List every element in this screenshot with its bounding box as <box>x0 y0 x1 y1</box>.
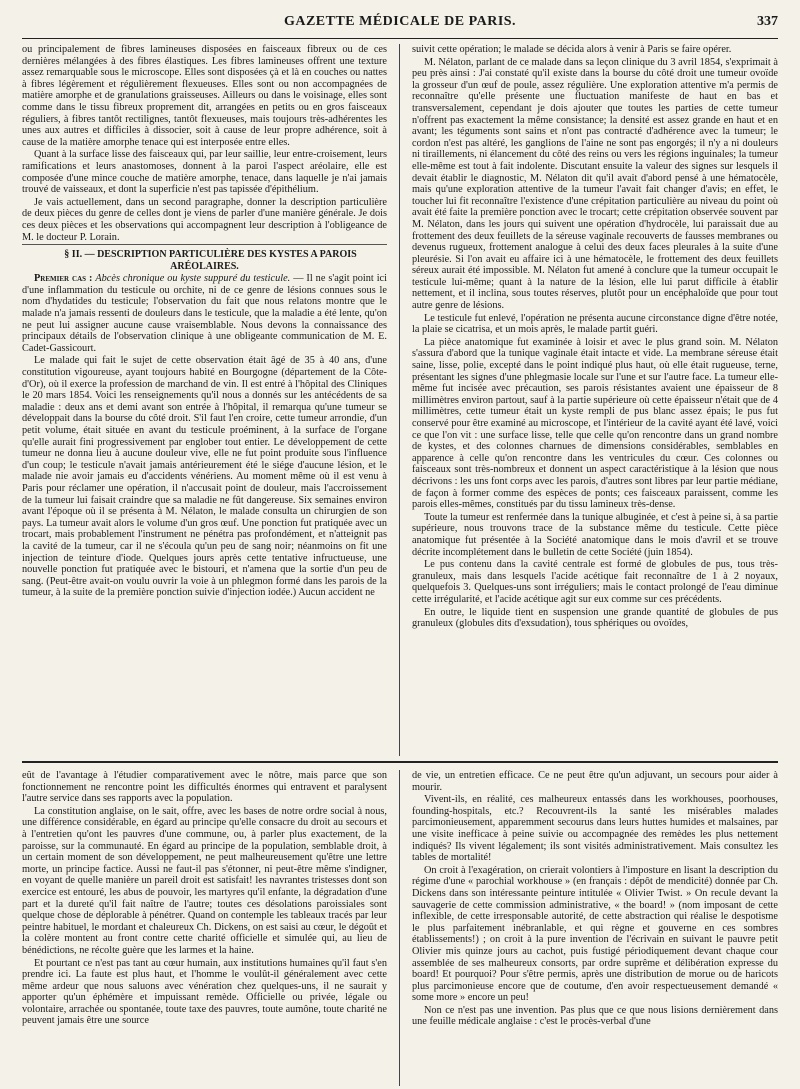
case-paragraph <box>22 273 387 354</box>
paragraph: Le testicule fut enlevé, l'opération ne présenta aucune circonstance digne d'être notée, la plaie se cicatrisa, et un mois après, le malade partit guéri. <box>412 312 778 336</box>
feuilleton-divider <box>22 761 778 763</box>
paragraph: On croit à l'exagération, on crierait volontiers à l'imposture en lisant la description du régime d'une « parochial workhouse » (en français : dépôt de mendicité) donnée par Ch. Dickens dans son intéressante peinture intitulée « Olivier Twist. » On recule devant la sauvagerie de cette commission administrative, « the board! » (nom imposant de cette inflexible, de cette irresponsable autorité, de cette abstraction qui réalise le despotisme le plus parfaitement inébranlable, et qui règne et gouverne en ces sombres établissements!) ; on croit à la pure invention de l'écrivain en suivant le pauvre petit Olivier mis quinze jours au cachot, puis fustigé périodiquement devant chaque cour assemblée de ses malheureux consorts, par ordre suprême et délibération expresse du board! Et pourquoi? Pour s'être permis, après une distribution de morue ou de haricots plus parcimonieuse encore que de coutume, d'en avoir respectueusement demandé « some more » encore un peu! <box>412 864 778 1004</box>
paragraph: La pièce anatomique fut examinée à loisir et avec le plus grand soin. M. Nélaton s'assura d'abord que la tunique vaginale était intacte et vide. La membrane séreuse était saine, lisse, polie, excepté dans le point indiqué plus haut, où elle était rugueuse, terne, présentant les signes d'une phlegmasie locale sur l'une et sur l'autre face. La tumeur elle-même fut incisée avec précaution, ses parois résistantes avaient une épaisseur de 8 millimètres environ partout, sauf à la partie supérieure où cette épaisseur n'était que de 4 millimètres, cette tumeur était un kyste rempli de pus blanc assez épais; le pus fut conservé pour être examiné au microscope, et l'intérieur de la cavité ayant été lavé, voici ce que l'on vit : une surface lisse, telle que celle qu'on rencontre dans un grand nombre de kystes, et des colonnes charnues de dimensions considérables, semblables en apparence à celle qu'on rencontre dans les ventricules du cœur. Ces colonnes ou faisceaux sont très-nombreux et donnent un aspect caractéristique à la lésion que nous décrivons : les uns font corps avec les parois, d'autres sont libres par leur partie médiane, de façon à former comme des espèces de ponts; ces faisceaux paraissent, comme les parois elles-mêmes, constitués par du tissu lamineux très-dense. <box>412 336 778 511</box>
paragraph: Toute la tumeur est renfermée dans la tunique albuginée, et c'est à peine si, à sa partie supérieure, nous trouvons trace de la substance même du testicule. Cette pièce anatomique fut présentée à la Société anatomique dans le mois d'avril et se trouve décrite incomplétement dans le bulletin de cette Société (juin 1854). <box>412 511 778 558</box>
case-title: Abcès chronique ou kyste suppuré du testicule. <box>95 273 291 285</box>
paragraph: ou principalement de fibres lamineuses disposées en faisceaux fibreux ou de ces dernières mélangées à des fibres élastiques. Les fibres lamineuses offrent une texture assez remarquable sous le microscope. Elles sont disposées çà et là en couches ou nattes à fibres légèrement et régulièrement flexueuses. Elles sont ou non accompagnées de matière amorphe et de granulations graisseuses. Ailleurs ou dans le voisinage, elles sont comme dans le tissu fibreux proprement dit, arrangées en petits ou en gros faisceaux réguliers, à fibres tantôt rectilignes, tantôt flexueuses, mais toujours très-adhérentes les unes aux autres et difficiles à dissocier, soit à cause de leur propre adhérence, soit à cause de la matière amorphe tenace qui est interposée entre elles. <box>22 44 387 148</box>
paragraph: Et pourtant ce n'est pas tant au cœur humain, aux institutions humaines qu'il faut s'en prendre ici. La faute est plus haut, et l'homme le voulût-il généralement avec cette même ardeur que nous saluons avec vénération chez quelques-uns, il ne saurait y apporter qu'un éphémère et impuissant remède. Officielle ou privée, légale ou volontaire, arrachée ou spontanée, toute taxe des pauvres, toute aumône, toute charité ne peuvent jamais être une source <box>22 957 387 1027</box>
paragraph: Vivent-ils, en réalité, ces malheureux entassés dans les workhouses, poorhouses, founding-hospitals, etc.? Recouvrent-ils la santé les misérables malades parcimonieusement, apparemment secourus dans leurs huttes humides et malsaines, par une visite inefficace à peine suivie ou accompagnée des remèdes les plus nettement indiqués? Ils vivent légalement; ils sont visités administrativement. Mais consultez les tables de mortalité! <box>412 794 778 864</box>
column-divider <box>399 770 400 1086</box>
paragraph: de vie, un entretien efficace. Ce ne peut être qu'un adjuvant, un secours pour aider à mourir. <box>412 770 778 793</box>
section-heading: § II. — DESCRIPTION PARTICULIÈRE DES KYSTES A PAROIS ARÉOLAIRES. <box>22 244 387 272</box>
column-top-left <box>22 44 387 756</box>
paragraph: suivit cette opération; le malade se décida alors à venir à Paris se faire opérer. <box>412 44 732 55</box>
case-label: Premier cas : <box>34 273 93 285</box>
column-divider <box>399 44 400 756</box>
paragraph: Le pus contenu dans la cavité centrale est formé de globules de pus, tous très-granuleux, mais dans lesquels l'acide acétique fait reconnaître de 1 à 2 noyaux, quelquefois 3. Quelques-uns sont irréguliers; mais le contact prolongé de l'eau diminue cette irrégularité, et l'acide acétique agit sur eux comme sur ces précédents. <box>412 559 778 605</box>
paragraph: eût de l'avantage à l'étudier comparativement avec le nôtre, mais parce que son fonctionnement ne rencontre point les difficultés énormes qui entravent et paralysent l'autre service dans ses rapports avec la population. <box>22 770 387 805</box>
paragraph: En outre, le liquide tient en suspension une grande quantité de globules de pus granuleux (globules dits d'exsudation), tous sphériques ou ovoïdes, <box>412 606 778 630</box>
paragraph: M. Nélaton, parlant de ce malade dans sa leçon clinique du 3 avril 1854, s'exprimait à peu près ainsi : J'ai constaté qu'il existe dans la bourse du côté droit une tumeur ovoïde la grosseur d'un œuf de poule, assez régulière. Une exploration attentive m'a permis de reconnaître qu'elle présente une fluctuation manifeste de haut en bas et transversalement, cependant je dois ajouter que toutes les parties de cette tumeur n'offrent pas exactement la même consistance; la densité est assez grande en haut et en avant; les téguments sont sains et n'ont pas contracté d'adhérence avec la tumeur; le cordon n'est pas altéré, les ganglions de l'aine ne sont pas engorgés; il n'y a ni douleurs ni tiraillements, ni élancement du côté des reins ou vers les régions inguinales; la tumeur elle-même est tout à fait indolente. Discutant ensuite la valeur des signes sur lesquels il devait établir le diagnostic, M. Nélaton dit qu'il avait d'abord pensé à une hématocèle, mais qu'une exploration attentive de la tumeur l'avait fait changer d'avis; en effet, le toucher lui fit reconnaître l'existence d'une crépitation particulière au niveau du point où avait été faite la première ponction avec le trocart; cette crépitation observée souvent par M. Nélaton, dans les jours qui suivent une opération d'hydrocèle, lui paraissait due au frottement des deux feuillets de la séreuse vaginale recouverts de fausses membranes ou devenus rugueux, frottement analogue à celui des deux faces pleurales à la suite d'une pleurésie. Si l'on avait eu affaire ici à une hématocèle, le frottement des deux feuillets séreux aurait été impossible. M. Nélaton fut amené à conclure que la tumeur occupait le testicule lui-même; quant à la nature de la lésion, elle lui parut difficile à établir nettement, et il inclina, sous toutes réserves, plutôt pour un encéphaloïde que pour tout autre genre de lésions. <box>412 56 778 312</box>
case-text: — Il ne s'agit point ici d'une inflammation du testicule ou orchite, ni de ce genre de lésions connues sous le nom d'hydatides du testicule; l'observation du fait que nous relatons montre que le malade n'a jamais ressenti de douleurs dans le testicule, que la maladie a été lente, qu'on ne peut lui assigner aucune cause vraisemblable. Nous devons la connaissance des principaux détails de l'observation clinique à une obligeante communication de M. E. Cadet-Gassicourt. <box>22 273 387 354</box>
column-bottom-left <box>22 770 387 1086</box>
column-bottom-right <box>412 770 778 1086</box>
running-header <box>22 8 778 39</box>
column-top-right <box>412 44 778 756</box>
paragraph: Le malade qui fait le sujet de cette observation était âgé de 35 à 40 ans, d'une constitution vigoureuse, ayant toujours habité en Bourgogne (département de la Côte-d'Or), où il exerce la profession de marchand de vin. Il est entré à l'hôpital des Cliniques le 20 mars 1854. Voici les renseignements qu'il nous a donnés sur les antécédents de sa maladie : deux ans et demi avant son entrée à l'hôpital, il remarqua qu'une tumeur se développait dans la bourse du côté droit. S'il faut l'en croire, cette tumeur arrondie, d'un petit volume, était située en avant du testicule proéminent, à la surface de l'organe qu'elle aurait fini progressivement par englober tout entier. Le développement de cette tumeur ne donna lieu à aucune douleur vive, elle ne fut point produite sous l'influence d'un coup; le testicule n'avait jamais antérieurement été le siége d'aucune lésion, et le malade nie avoir jamais eu d'accidents vénériens. Au moment même où il est venu à Paris pour réclamer une opération, il n'accusait point de douleur, mais l'accroissement de la tumeur lui faisait craindre que sa maladie ne fût dangereuse. Six semaines environ avant l'époque où il se présenta à M. Nélaton, le malade consulta un chirurgien de son pays. La tumeur avait alors le volume d'un gros œuf. Une ponction fut pratiquée avec un trocart, mais probablement l'instrument ne pénétra pas profondément, et n'atteignit pas la cavité de la tumeur, car il ne s'écoula qu'un peu de sang noir; néanmoins on fit une injection de teinture d'iode. Quelques jours après cette tentative infructueuse, une nouvelle ponction fut pratiquée avec le bistouri, et n'amena que la sortie d'un peu de sang. (Peut-être avait-on voulu ouvrir la voie à un phlegmon formé dans les parois de la tumeur, à la suite de la première ponction suivie d'injection iodée.) Aucun accident ne <box>22 355 387 599</box>
journal-title: GAZETTE MÉDICALE DE PARIS. <box>283 14 517 29</box>
paragraph: La constitution anglaise, on le sait, offre, avec les bases de notre ordre social à nous, une différence considérable, en égard au principe qu'elle consacre du droit au secours et à l'entretien qu'ont les pauvres d'une commune, ou, à parler plus exactement, de la paroisse, sur la communauté. En égard au principe de la population, semblable droit, à un certain moment de son développement, ne peut malheureusement qu'être une lettre morte, un principe factice. Aussi ne faut-il pas s'étonner, ni peut-être même s'indigner, en voyant de quelle manière un pareil droit est satisfait! les navrantes tristesses dont son exercice est entouré, les abus de pouvoir, les martyres qu'il enfante, la dégradation d'une part et la dureté qu'il fait naître de l'autre; toutes ces désolations paroissiales sont quelque chose de déplorable à pénétrer. Quand on contemple les tableaux tracés par leur peintre habituel, le mordant et chaleureux Ch. Dickens, on est saisi au cœur, le dégoût et la colère montent au front contre cette charité officielle et simulée qui, au lieu de bénédictions, ne récolte guère que les larmes et la haine. <box>22 805 387 956</box>
paragraph: Non ce n'est pas une invention. Pas plus que ce que nous lisions dernièrement dans une feuille médicale anglaise : c'est le procès-verbal d'une <box>412 1004 778 1028</box>
page-number: 337 <box>757 14 778 29</box>
paragraph: Quant à la surface lisse des faisceaux qui, par leur saillie, leur entre-croisement, leurs ramifications et leurs anastomoses, donnent à la paroi l'aspect aréolaire, elle est composée d'une mince couche de matière amorphe, tenace, dans laquelle je n'ai jamais trouvé de vaisseaux, et dont la superficie n'est pas tapissée d'épithélium. <box>22 149 387 196</box>
paragraph: Je vais actuellement, dans un second paragraphe, donner la description particulière de deux pièces du genre de celles dont je viens de parler d'une manière générale. Je dois ces deux pièces et les observations qui accompagnent leur description à l'obligeance de M. le docteur P. Lorain. <box>22 196 387 243</box>
